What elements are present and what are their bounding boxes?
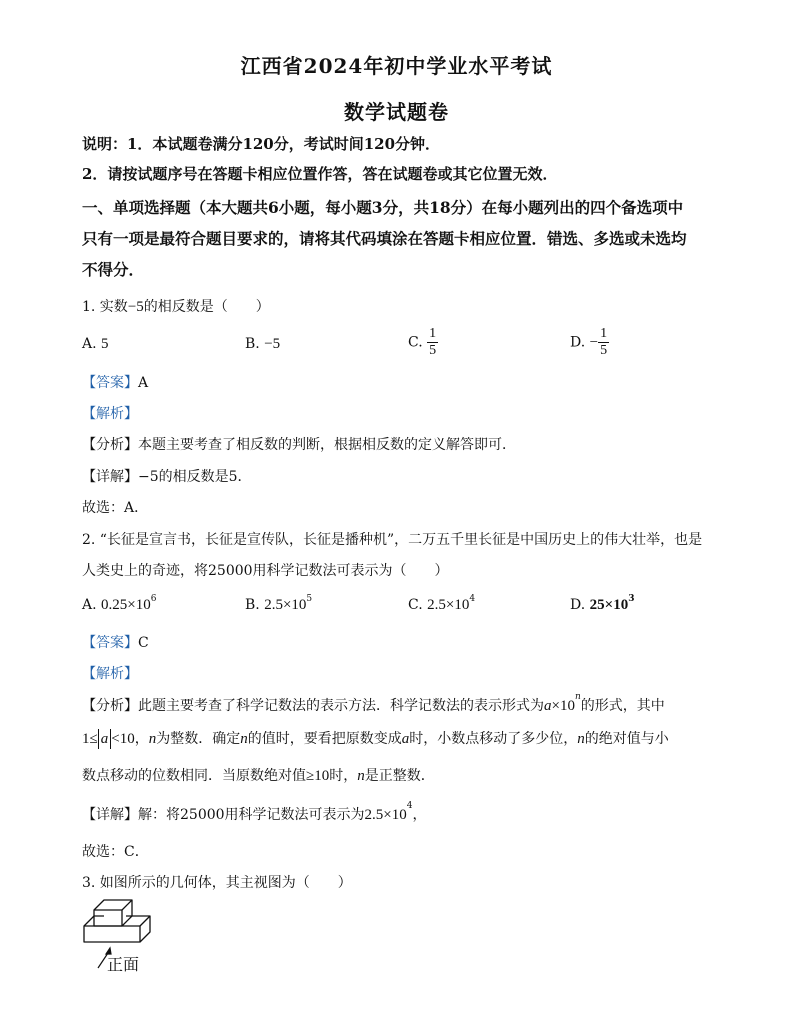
math-n: n — [357, 768, 365, 784]
math-a: a — [401, 731, 410, 747]
q2-fenxi-line-3 — [82, 765, 435, 785]
instructions-line-2: 2．请按试题序号在答题卡相应位置作答，答在试题卷或其它位置无效． — [82, 165, 558, 183]
q1-answer — [82, 372, 148, 392]
q1-choice: 故选：A． — [82, 500, 149, 516]
q2-choice: 故选：C． — [82, 844, 149, 860]
q1-xiangjie — [82, 466, 252, 486]
fraction-numerator: 1 — [600, 326, 608, 341]
fraction-numerator: 1 — [429, 326, 437, 341]
math-abs-a: a — [98, 729, 112, 749]
q1-stem-after: 的相反数是（ ） — [143, 299, 270, 315]
answer-tag: 【答案】 — [82, 375, 138, 391]
q2-option-d-base: 25×10 — [589, 597, 629, 613]
section-one-line-1: 一、单项选择题（本大题共6小题，每小题3分，共18分）在每小题列出的四个备选项中 — [82, 198, 684, 217]
math-n: n — [240, 731, 248, 747]
math-geq-ten: ≥10 — [306, 768, 330, 784]
q2-line2-part-3: 时，小数点移动了多少位， — [409, 731, 578, 747]
q2-option-d-label: D. — [570, 597, 586, 613]
comma: ， — [134, 731, 149, 747]
math-n: n — [577, 731, 585, 747]
q1-option-b — [245, 336, 280, 353]
exam-subtitle: 数学试题卷 — [344, 100, 449, 124]
q2-option-c-exp: 4 — [469, 594, 476, 604]
base-front-face — [84, 926, 140, 942]
q1-option-d-fraction — [598, 326, 609, 359]
q2-xiangjie-part-1: 解：将25000用科学记数法可表示为 — [138, 807, 365, 823]
q2-fenxi-part-1: 此题主要考查了科学记数法的表示方法．科学记数法的表示形式为 — [138, 698, 544, 714]
q2-line2-part-4: 的绝对值与小 — [584, 731, 669, 747]
fenxi-tag: 【分析】 — [82, 698, 138, 714]
q2-option-b — [245, 594, 313, 614]
q1-fenxi — [82, 434, 516, 454]
q1-option-c-label: C. — [408, 334, 423, 351]
section-one-line-2: 只有一项是最符合题目要求的，请将其代码填涂在答题卡相应位置．错选、多选或未选均 — [82, 229, 687, 248]
fraction-denominator: 5 — [600, 343, 608, 358]
base-depth-edge — [140, 916, 150, 926]
q2-line2-part-2: 的值时，要看把原数变成 — [247, 731, 402, 747]
q2-xiangjie — [82, 801, 427, 824]
upper-block-top — [94, 900, 132, 916]
q2-option-c-label: C. — [408, 597, 423, 613]
q2-fenxi-line-2 — [82, 728, 669, 749]
math-tail: <10 — [111, 731, 135, 747]
q2-option-a-base: 0.25×10 — [101, 597, 151, 613]
q2-xiangjie-part-2: ， — [412, 807, 427, 823]
q2-stem-line-1: 2. “长征是宣言书，长征是宣传队，长征是播种机”，二万五千里长征是中国历史上的伟大壮举，也是 — [82, 532, 703, 548]
q2-line3-part-3: 是正整数． — [364, 768, 435, 784]
exam-title: 江西省2024年初中学业水平考试 — [240, 54, 553, 78]
q1-stem-before: 1. 实数 — [82, 299, 128, 315]
q1-fenxi-text: 本题主要考查了相反数的判断，根据相反数的定义解答即可． — [138, 437, 516, 453]
q2-stem-line-2: 人类史上的奇迹，将25000用科学记数法可表示为（ ） — [82, 563, 449, 579]
fenxi-tag: 【分析】 — [82, 437, 138, 453]
math-a: a — [544, 698, 552, 714]
q2-line3-part-2: 时， — [329, 768, 358, 784]
upper-block-bottom-edge — [122, 916, 132, 926]
q2-answer — [82, 632, 149, 652]
q2-option-a — [82, 594, 157, 614]
q2-answer-value: C — [138, 635, 149, 651]
fraction-denominator: 5 — [429, 343, 437, 358]
q1-xiangjie-text: −5的相反数是5． — [138, 469, 252, 485]
q2-analysis-tag: 【解析】 — [82, 666, 138, 682]
q2-option-b-base: 2.5×10 — [264, 597, 307, 613]
q2-fenxi-part-2: 的形式，其中 — [580, 698, 665, 714]
q2-fenxi-line-1 — [82, 692, 665, 715]
q2-xiangjie-exp: 4 — [406, 801, 413, 811]
q1-analysis-tag: 【解析】 — [82, 406, 138, 422]
q1-option-d-sign: − — [589, 334, 599, 351]
section-one-line-3: 不得分． — [82, 260, 145, 279]
q1-option-a — [82, 336, 109, 353]
figure-label-front: 正面 — [107, 955, 140, 974]
q2-option-b-label: B. — [245, 597, 260, 613]
q1-option-d — [570, 326, 609, 359]
q1-option-d-label: D. — [570, 334, 586, 351]
q1-answer-value: A — [138, 375, 149, 391]
q2-option-b-exp: 5 — [306, 594, 313, 604]
q1-option-c — [408, 326, 438, 359]
q2-option-c — [408, 594, 476, 614]
math-n: n — [148, 731, 157, 747]
q1-option-a-value: 5 — [101, 336, 109, 352]
answer-tag: 【答案】 — [82, 635, 138, 651]
q1-stem — [82, 296, 270, 316]
q1-stem-math: −5 — [127, 299, 144, 315]
q3-stem: 3. 如图所示的几何体，其主视图为（ ） — [82, 875, 352, 891]
math-exp-n: n — [574, 692, 581, 702]
q2-line3-part-1: 数点移动的位数相同．当原数绝对值 — [82, 768, 306, 784]
q1-option-a-label: A. — [82, 336, 97, 352]
q1-option-b-value: −5 — [264, 336, 281, 352]
xiangjie-tag: 【详解】 — [82, 469, 138, 485]
q2-xiangjie-base: 2.5×10 — [364, 807, 407, 823]
q1-option-b-label: B. — [245, 336, 260, 352]
q2-line2-part-1: 为整数．确定 — [156, 731, 241, 747]
xiangjie-tag: 【详解】 — [82, 807, 138, 823]
math-lead: 1≤ — [82, 731, 98, 747]
q1-option-c-fraction — [427, 326, 438, 359]
q2-option-d-exp: 3 — [628, 594, 635, 604]
q2-option-d — [570, 594, 635, 614]
q2-option-a-exp: 6 — [150, 594, 157, 604]
instructions-line-1: 说明：1．本试题卷满分120分，考试时间120分钟． — [82, 135, 441, 153]
q2-option-c-base: 2.5×10 — [427, 597, 470, 613]
q2-option-a-label: A. — [82, 597, 97, 613]
math-times-ten: ×10 — [551, 698, 575, 714]
upper-block-depth-edge — [122, 900, 132, 910]
upper-block-front — [94, 910, 122, 926]
